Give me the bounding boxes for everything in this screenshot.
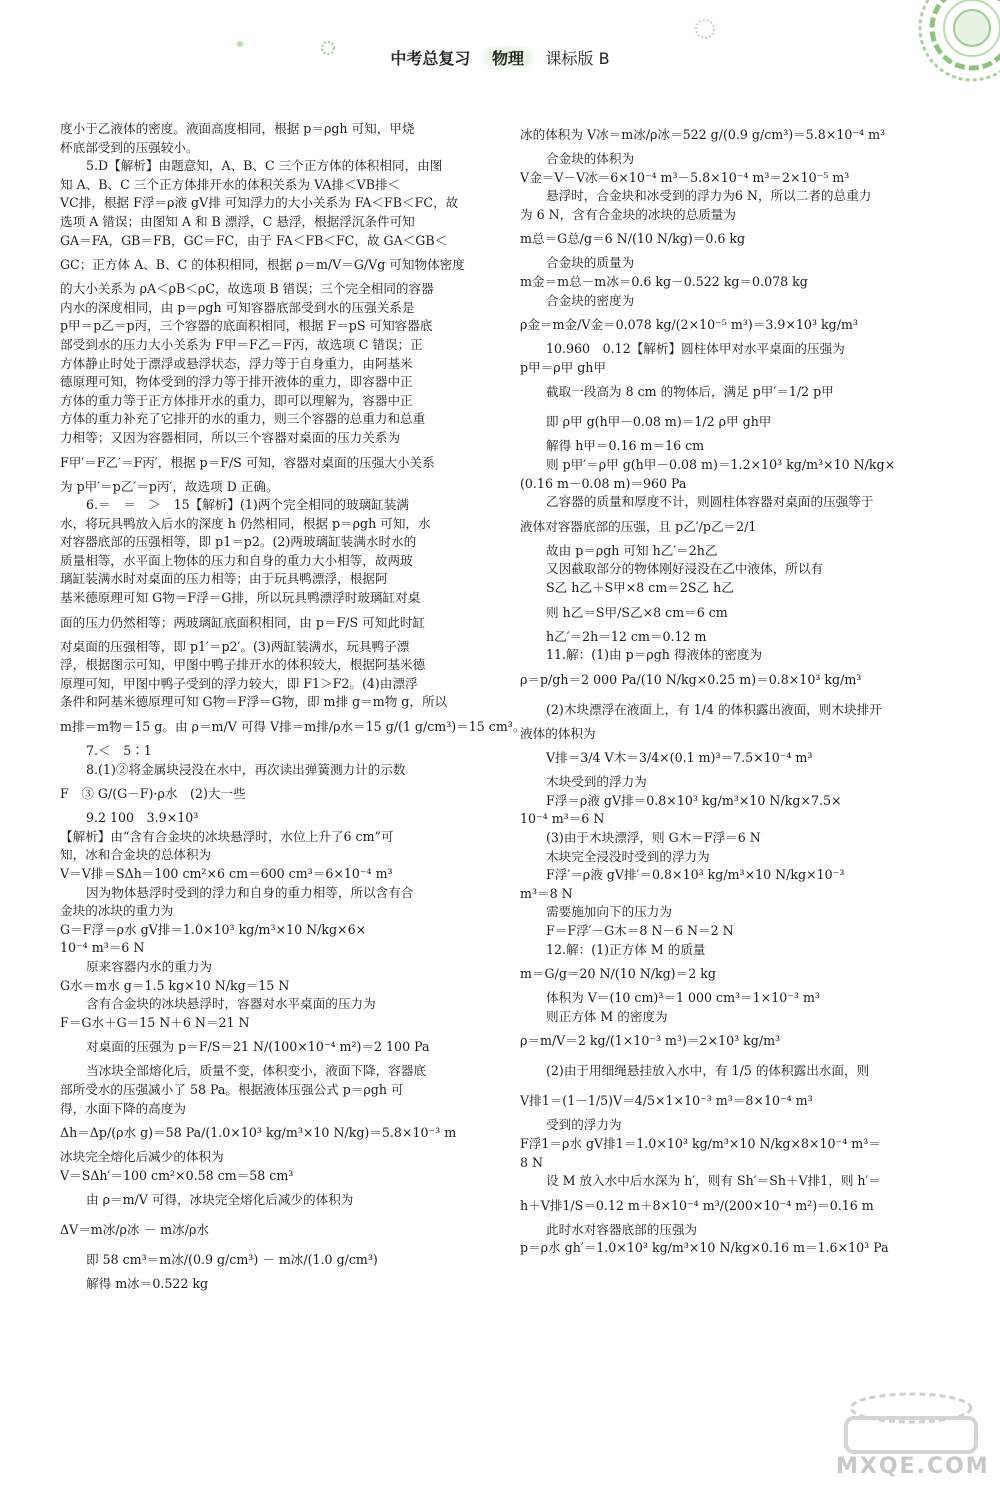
text-line: 金块的冰块的重力为 — [60, 903, 174, 919]
text-line: GC；正方体 A、B、C 的体积相同，根据 ρ＝m/V＝G/Vg 可知物体密度 — [60, 257, 465, 273]
text-line: V排1＝(1－1/5)V＝4/5×1×10⁻³ m³＝8×10⁻⁴ m³ — [520, 1093, 813, 1109]
text-line: 则 h乙＝S甲/S乙×8 cm＝6 cm — [546, 604, 728, 620]
text-line: 解得 m冰＝0.522 kg — [86, 1276, 209, 1292]
text-line: F＝G水＋G＝15 N＋6 N＝21 N — [60, 1014, 250, 1030]
text-line: 即 58 cm³＝m冰/(0.9 g/cm³) － m冰/(1.0 g/cm³) — [86, 1252, 378, 1268]
text-line: 方体的重力等于正方体排开水的重力，即可以理解为，容器中正 — [60, 392, 413, 408]
text-line: 方体的重力补充了它排开的水的重力，则三个容器的总重力和总重 — [60, 411, 426, 427]
series-title: 中考总复习 — [390, 49, 471, 68]
text-line: 解得 h甲＝0.16 m＝16 cm — [546, 438, 705, 454]
text-line: 冰的体积为 V冰＝m冰/ρ冰＝522 g/(0.9 g/cm³)＝5.8×10⁻⁴ m³ — [520, 127, 886, 142]
text-line: 10⁻⁴ m³＝6 N — [520, 811, 605, 827]
text-line: 当冰块全部熔化后，质量不变，体积变小，液面下降，容器底 — [86, 1063, 427, 1079]
text-line: 合金块的质量为 — [546, 255, 635, 271]
text-line: G水＝m水 g＝1.5 kg×10 N/kg＝15 N — [60, 977, 290, 993]
text-line: V金＝V－V冰＝6×10⁻⁴ m³－5.8×10⁻⁴ m³＝2×10⁻⁵ m³ — [520, 169, 850, 185]
edition-label: 课标版 B — [545, 49, 610, 68]
text-line: 故由 p＝ρgh 可知 h乙′＝2h乙 — [546, 542, 718, 558]
dots-ornament-icon — [690, 14, 720, 44]
text-line: h乙′＝2h＝12 cm＝0.12 m — [546, 628, 707, 644]
text-line: 乙容器的质量和厚度不计，则圆柱体容器对桌面的压强等于 — [546, 494, 874, 510]
right-column — [520, 120, 930, 1258]
text-line: Δh＝Δp/(ρ水 g)＝58 Pa/(1.0×10³ kg/m³×10 N/kg)＝5.8×10⁻³ m — [60, 1125, 457, 1141]
text-line: 设 M 放入水中后水深为 h′，则有 Sh′＝Sh＋V排1，则 h′＝ — [546, 1173, 881, 1189]
text-line: 冰块完全熔化后减少的体积为 — [60, 1149, 224, 1165]
text-line: 德原理可知，物体受到的浮力等于排开液体的重力，即容器中正 — [60, 374, 413, 390]
text-line: (2)木块漂浮在液面上，有 1/4 的体积露出液面，则木块排开 — [546, 701, 882, 717]
text-line: 条件和阿基米德原理可知 G物＝F浮＝G物，即 m排 g＝m物 g，所以 — [60, 694, 448, 710]
text-line: 内水的深度相同，由 p＝ρgh 可知容器底部受到水的压强关系是 — [60, 299, 415, 315]
text-line: 为 p甲′＝p乙′＝p丙′，故选项 D 正确。 — [60, 478, 279, 494]
text-line: 木块受到的浮力为 — [546, 774, 647, 790]
watermark-text: MXQE.COM — [836, 1454, 990, 1479]
text-line: 12.解：(1)正方体 M 的质量 — [546, 941, 706, 957]
text-line: 5.D【解析】由题意知，A、B、C 三个正方体的体积相同，由图 — [86, 158, 443, 174]
text-line: V排＝3/4 V木＝3/4×(0.1 m)³＝7.5×10⁻⁴ m³ — [546, 750, 813, 766]
text-line: 的大小关系为 ρA＜ρB＜ρC，故选项 B 错误；三个完全相同的容器 — [60, 281, 434, 297]
text-line: F浮1＝ρ水 gV排1＝1.0×10³ kg/m³×10 N/kg×8×10⁻⁴ m³＝ — [520, 1136, 881, 1151]
text-line: S乙 h乙＋S甲×8 cm＝2S乙 h乙 — [546, 579, 734, 595]
text-line: m＝G/g＝20 N/(10 N/kg)＝2 kg — [520, 966, 716, 982]
text-line: 因为物体悬浮时受到的浮力和自身的重力相等，所以含有合 — [86, 884, 414, 900]
text-line: V＝SΔh′＝100 cm²×0.58 cm＝58 cm³ — [60, 1167, 294, 1183]
text-line: 度小于乙液体的密度。液面高度相同，根据 p＝ρgh 可知，甲烧 — [60, 121, 415, 136]
text-line: 【解析】由“含有合金块的冰块悬浮时，水位上升了6 cm”可 — [60, 828, 394, 844]
text-line: 浮，根据图示可知，甲图中鸭子排开水的体积较大，根据阿基米德 — [60, 657, 426, 673]
text-line: ΔV＝m冰/ρ冰 － m冰/ρ水 — [60, 1222, 209, 1238]
text-line: 木块完全浸没时受到的浮力为 — [546, 848, 710, 864]
text-line: 此时水对容器底部的压强为 — [546, 1221, 698, 1237]
text-line: (0.16 m－0.08 m)＝960 Pa — [520, 475, 687, 491]
text-line: 部所受水的压强减小了 58 Pa。根据液体压强公式 p＝ρgh 可 — [60, 1081, 404, 1097]
text-line: (2)由于用细绳悬挂放入水中，有 1/5 的体积露出水面，则 — [546, 1063, 870, 1079]
text-line: F浮＝ρ液 gV排＝0.8×10³ kg/m³×10 N/kg×7.5× — [546, 792, 842, 808]
text-line: 对桌面的压强相等，即 p1′＝p2′。(3)两缸装满水，玩具鸭子漂 — [60, 638, 410, 654]
text-line: F浮′＝ρ液 gV排′＝0.8×10³ kg/m³×10 N/kg×10⁻³ — [546, 867, 845, 883]
text-line: 知，冰和合金块的总体积为 — [60, 847, 212, 863]
text-line: m³＝8 N — [520, 885, 573, 901]
text-line: 方体静止时处于漂浮或悬浮状态，浮力等于自身重力，由阿基米 — [60, 355, 413, 371]
text-line: 11.解：(1)由 p＝ρgh 得液体的密度为 — [546, 647, 763, 663]
text-line: 力相等；又因为容器相同，所以三个容器对桌面的压力关系为 — [60, 429, 401, 445]
text-line: 8.(1)②将金属块浸没在水中，再次读出弹簧测力计的示数 — [86, 761, 406, 777]
text-line: 则 p甲′＝ρ甲 g(h甲－0.08 m)＝1.2×10³ kg/m³×10 N/kg× — [546, 456, 896, 472]
text-line: F＝F浮′－G木＝8 N－6 N＝2 N — [546, 923, 734, 939]
text-line: 液体的体积为 — [520, 725, 596, 741]
text-line: 体积为 V＝(10 cm)³＝1 000 cm³＝1×10⁻³ m³ — [546, 990, 820, 1006]
text-line: 6.＝ ＝ ＞ 15【解析】(1)两个完全相同的玻璃缸装满 — [86, 497, 409, 513]
text-line: 得，水面下降的高度为 — [60, 1100, 186, 1116]
text-line: m总＝G总/g＝6 N/(10 N/kg)＝0.6 kg — [520, 231, 746, 247]
text-line: m金＝m总－m冰＝0.6 kg－0.522 kg＝0.078 kg — [520, 273, 808, 289]
text-line: 需要施加向下的压力为 — [546, 904, 672, 920]
subject-label: 物理 — [482, 46, 534, 69]
text-line: 即 ρ甲 g(h甲－0.08 m)＝1/2 ρ甲 gh甲 — [546, 414, 772, 430]
text-line: p甲＝p乙＝p丙，三个容器的底面积相同，根据 F＝pS 可知容器底 — [60, 318, 433, 334]
text-line: 选项 A 错误；由图知 A 和 B 漂浮，C 悬浮，根据浮沉条件可知 — [60, 213, 415, 229]
page-header — [0, 46, 1000, 69]
text-line: F ③ G/(G－F)·ρ水 (2)大一些 — [60, 786, 246, 802]
text-line: V＝V排＝SΔh＝100 cm²×6 cm＝600 cm³＝6×10⁻⁴ m³ — [60, 866, 393, 881]
text-line: 基米德原理可知 G物＝F浮＝G排，所以玩具鸭漂浮时玻璃缸对桌 — [60, 590, 421, 606]
text-line: (3)由于木块漂浮，则 G木＝F浮＝6 N — [546, 830, 761, 846]
text-line: 合金块的密度为 — [546, 292, 635, 308]
watermark-logo-icon — [836, 1378, 986, 1458]
text-line: 合金块的体积为 — [546, 151, 635, 166]
text-line: 9.2 100 3.9×10³ — [86, 810, 199, 826]
text-line: ρ金＝m金/V金＝0.078 kg/(2×10⁻⁵ m³)＝3.9×10³ kg/m³ — [520, 317, 858, 333]
text-line: 7.＜ 5∶1 — [86, 743, 152, 759]
text-line: 10⁻⁴ m³＝6 N — [60, 940, 145, 956]
text-line: 质量相等，水平面上物体的压力和自身的重力大小相等，故两玻 — [60, 552, 413, 568]
text-line: 受到的浮力为 — [546, 1117, 622, 1133]
text-line: G＝F浮＝ρ水 gV排＝1.0×10³ kg/m³×10 N/kg×6× — [60, 921, 367, 937]
text-line: 知 A、B、C 三个正方体排开水的体积关系为 VA排＜VB排＜ — [60, 176, 401, 192]
text-line: 部受到水的压力大小关系为 F甲＝F乙＝F丙，故选项 C 错误；正 — [60, 336, 423, 352]
text-line: h＋V排1/S＝0.12 m＋8×10⁻⁴ m³/(200×10⁻⁴ m²)＝0.16 m — [520, 1197, 874, 1213]
text-line: ρ＝m/V＝2 kg/(1×10⁻³ m³)＝2×10³ kg/m³ — [520, 1033, 781, 1049]
text-line: 8 N — [520, 1154, 544, 1170]
text-line: 悬浮时，合金块和冰受到的浮力为6 N，所以二者的总重力 — [546, 188, 872, 204]
text-line: F甲′＝F乙′＝F丙′，根据 p＝F/S 可知，容器对桌面的压强大小关系 — [60, 454, 435, 470]
text-line: 含有合金块的冰块悬浮时，容器对水平桌面的压力为 — [86, 996, 376, 1012]
text-line: p甲＝ρ甲 gh甲 — [520, 359, 607, 375]
text-line: 对容器底部的压强相等，即 p1＝p2。(2)两玻璃缸装满水时水的 — [60, 534, 417, 550]
text-line: 对桌面的压强为 p＝F/S＝21 N/(100×10⁻⁴ m²)＝2 100 Pa — [86, 1039, 430, 1055]
text-line: 璃缸装满水时对桌面的压力相等；由于玩具鸭漂浮，根据阿 — [60, 571, 388, 587]
text-line: 面的压力仍然相等；两玻璃缸底面积相同，由 p＝F/S 可知此时缸 — [60, 614, 426, 630]
text-line: p＝ρ水 gh′＝1.0×10³ kg/m³×10 N/kg×0.16 m＝1.6×10³ Pa — [520, 1240, 889, 1256]
text-line: 又因截取部分的物体刚好浸没在乙中液体，所以有 — [546, 561, 824, 577]
text-line: 原理可知，甲图中鸭子受到的浮力较大，即 F1＞F2。(4)由漂浮 — [60, 675, 418, 691]
text-line: 截取一段高为 8 cm 的物体后，满足 p甲′＝1/2 p甲 — [546, 384, 834, 400]
text-line: 10.960 0.12【解析】圆柱体甲对水平桌面的压强为 — [546, 341, 845, 357]
text-line: ρ＝p/gh＝2 000 Pa/(10 N/kg×0.25 m)＝0.8×10³ kg/m³ — [520, 671, 862, 687]
text-line: m排＝m物＝15 g。由 ρ＝m/V 可得 V排＝m排/ρ水＝15 g/(1 g/cm³)＝15 cm³。 — [60, 719, 526, 735]
text-line: 为 6 N，含有合金块的冰块的总质量为 — [520, 206, 736, 222]
text-line: 水，将玩具鸭放入后水的深度 h 仍然相同，根据 p＝ρgh 可知，水 — [60, 515, 431, 531]
text-line: GA＝FA，GB＝FB，GC＝FC，由于 FA＜FB＜FC，故 GA＜GB＜ — [60, 232, 448, 248]
text-line: 原来容器内水的重力为 — [86, 958, 212, 974]
text-line: VC排，根据 F浮＝ρ液 gV排 可知浮力的大小关系为 FA＜FB＜FC，故 — [60, 195, 459, 211]
text-line: 由 ρ＝m/V 可得，冰块完全熔化后减少的体积为 — [86, 1192, 354, 1208]
left-column — [60, 120, 526, 1294]
text-line: 液体对容器底部的压强，且 p乙′/p乙＝2/1 — [520, 518, 757, 534]
text-line: 杯底部受到的压强较小。 — [60, 139, 199, 155]
text-line: 则正方体 M 的密度为 — [546, 1008, 668, 1024]
